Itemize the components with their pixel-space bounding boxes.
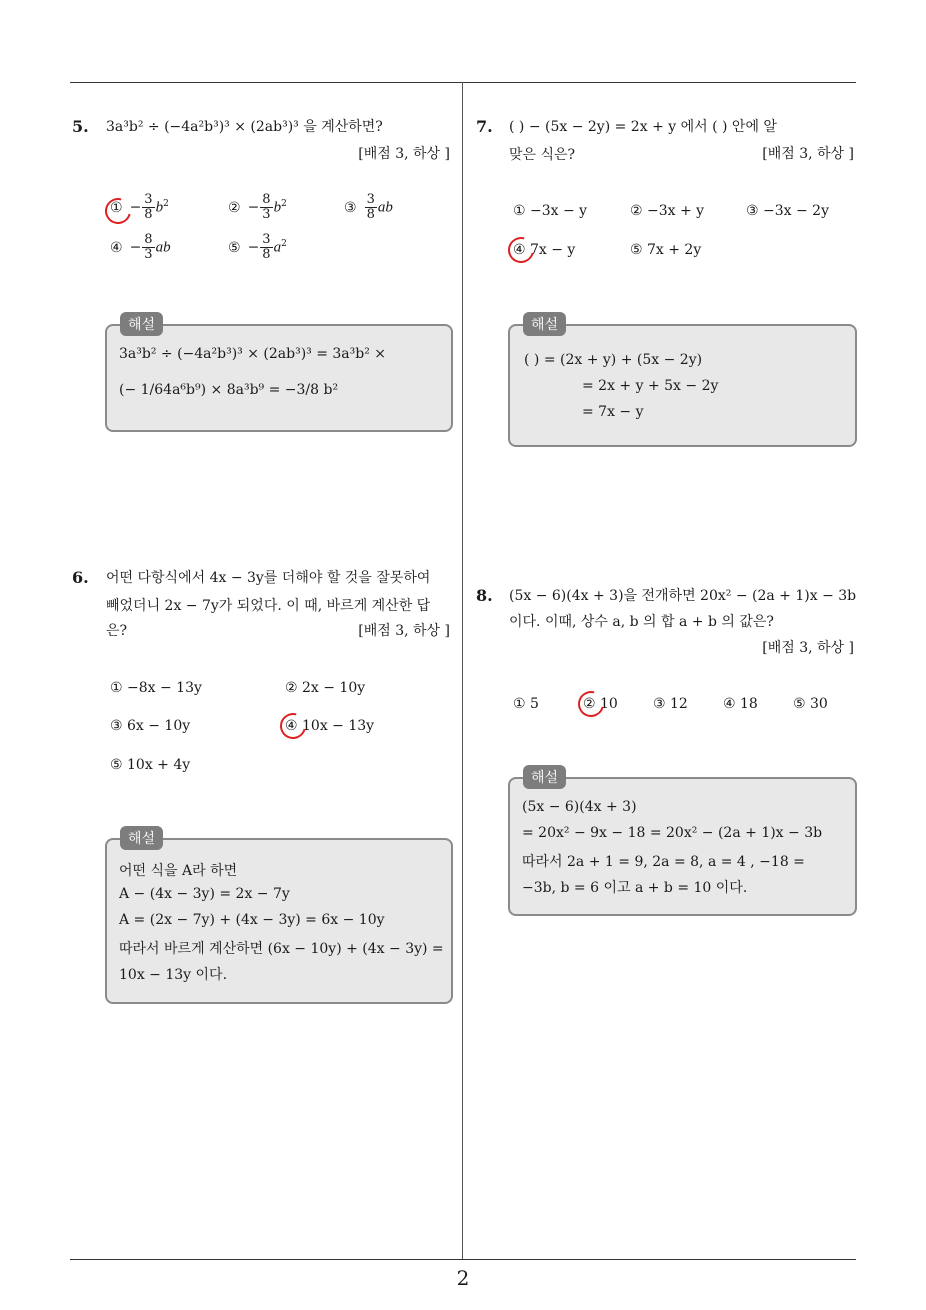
question-number: 6. xyxy=(72,568,89,587)
solution-line: 따라서 2a + 1 = 9, 2a = 8, a = 4 , −18 = xyxy=(522,854,805,870)
option-3[interactable]: ③ 6x − 10y xyxy=(110,718,191,734)
question-text-line: (5x − 6)(4x + 3)을 전개하면 20x² − (2a + 1)x − 3b xyxy=(509,588,857,604)
answer-mark-circle xyxy=(275,708,311,744)
option-1[interactable]: ① − $\frac{3}{8}$ $b^2$ xyxy=(110,192,169,222)
solution-line: −3b, b = 6 이고 a + b = 10 이다. xyxy=(522,880,748,896)
solution-line: A = (2x − 7y) + (4x − 3y) = 6x − 10y xyxy=(119,912,385,928)
option-2[interactable]: ② − $\frac{8}{3}$ $b^2$ xyxy=(228,192,287,222)
option-4[interactable]: ④ − $\frac{8}{3}$ ab xyxy=(110,232,171,262)
solution-box xyxy=(105,838,453,1004)
question-number: 5. xyxy=(72,117,89,136)
solution-line: 따라서 바르게 계산하면 (6x − 10y) + (4x − 3y) = xyxy=(119,941,444,957)
question-text-line: 어떤 다항식에서 4x − 3y를 더해야 할 것을 잘못하여 xyxy=(106,570,431,586)
option-4[interactable]: ④ 7x − y xyxy=(513,242,576,258)
solution-tag: 해설 xyxy=(523,312,566,336)
bottom-rule xyxy=(70,1259,856,1260)
question-number: 7. xyxy=(476,117,493,136)
option-5[interactable]: ⑤ 10x + 4y xyxy=(110,757,191,773)
option-4[interactable]: ④ 10x − 13y xyxy=(285,718,375,734)
question-text-line: ( ) − (5x − 2y) = 2x + y 에서 ( ) 안에 알 xyxy=(509,119,777,135)
solution-line: 어떤 식을 A라 하면 xyxy=(119,863,238,879)
top-rule xyxy=(70,82,856,83)
solution-line: 10x − 13y 이다. xyxy=(119,967,228,983)
solution-box xyxy=(105,324,453,432)
solution-line: (5x − 6)(4x + 3) xyxy=(522,799,637,815)
option-4[interactable]: ④ 18 xyxy=(723,696,758,712)
solution-tag: 해설 xyxy=(120,312,163,336)
option-1[interactable]: ① −8x − 13y xyxy=(110,680,202,696)
option-3[interactable]: ③ 12 xyxy=(653,696,688,712)
option-2[interactable]: ② 2x − 10y xyxy=(285,680,366,696)
question-number: 8. xyxy=(476,586,493,605)
solution-line: (− 1/64a⁶b⁹) × 8a³b⁹ = −3/8 b² xyxy=(119,382,339,398)
solution-line: = 20x² − 9x − 18 = 20x² − (2a + 1)x − 3b xyxy=(522,825,823,841)
question-text-line: 맞은 식은? xyxy=(509,147,576,163)
solution-line: ( ) = (2x + y) + (5x − 2y) xyxy=(524,352,703,368)
option-2[interactable]: ② 10 xyxy=(583,696,618,712)
question-text-line: 이다. 이때, 상수 a, b 의 합 a + b 의 값은? xyxy=(509,614,774,630)
option-5[interactable]: ⑤ 7x + 2y xyxy=(630,242,702,258)
option-3[interactable]: ③ −3x − 2y xyxy=(746,203,829,219)
grade-label: [배점 3, 하상 ] xyxy=(762,640,854,656)
solution-line: = 2x + y + 5x − 2y xyxy=(582,378,719,394)
page-number: 2 xyxy=(456,1266,470,1290)
solution-tag: 해설 xyxy=(120,826,163,850)
option-3[interactable]: ③ $\frac{3}{8}$ ab xyxy=(344,192,393,222)
answer-mark-circle xyxy=(503,232,539,268)
question-text-line: 빼었더니 2x − 7y가 되었다. 이 때, 바르게 계산한 답 xyxy=(106,598,431,614)
grade-label: [배점 3, 하상 ] xyxy=(358,623,450,639)
answer-mark-circle xyxy=(573,686,609,722)
question-text: 3a³b² ÷ (−4a²b³)³ × (2ab³)³ 을 계산하면? xyxy=(106,119,383,135)
column-divider xyxy=(462,82,463,1259)
option-5[interactable]: ⑤ 30 xyxy=(793,696,828,712)
grade-label: [배점 3, 하상 ] xyxy=(358,146,450,162)
grade-label: [배점 3, 하상 ] xyxy=(762,146,854,162)
solution-box xyxy=(508,324,857,447)
option-2[interactable]: ② −3x + y xyxy=(630,203,705,219)
question-text-line: 은? xyxy=(106,623,128,639)
solution-line: = 7x − y xyxy=(582,404,644,420)
solution-line: 3a³b² ÷ (−4a²b³)³ × (2ab³)³ = 3a³b² × xyxy=(119,346,387,362)
option-5[interactable]: ⑤ − $\frac{3}{8}$ $a^2$ xyxy=(228,232,287,262)
solution-line: A − (4x − 3y) = 2x − 7y xyxy=(119,886,290,902)
option-1[interactable]: ① 5 xyxy=(513,696,539,712)
solution-tag: 해설 xyxy=(523,765,566,789)
option-1[interactable]: ① −3x − y xyxy=(513,203,588,219)
solution-box xyxy=(508,777,857,916)
